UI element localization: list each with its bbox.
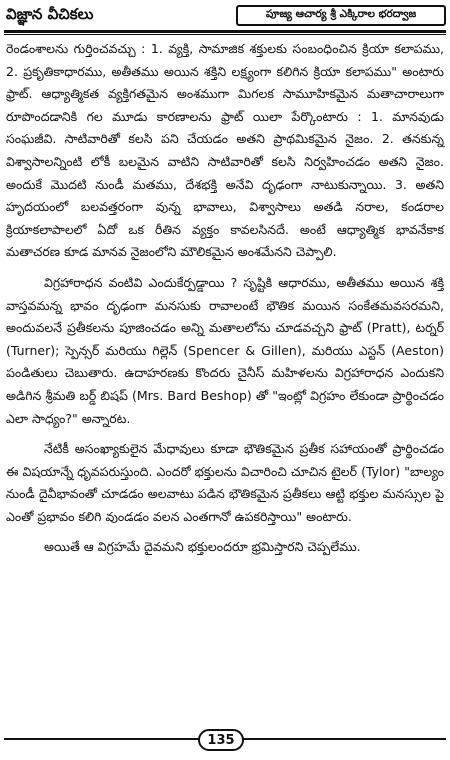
page-number: 135: [198, 729, 244, 751]
body-text: [6, 38, 444, 567]
paragraph-2: విగ్రహారాధన వంటివి ఎందుకేర్పడ్డాయి ? సృష్టికి ఆధారము, అతీతము అయిన శక్తి వాస్తవమన్న భావం దృఢంగా మనసుకు రావాలంటే భౌతిక మయిన సంకేతమవసరమని, అందువలనే ప్రతీకలను పూజించడం అన్ని మతాలలోను చూడవచ్చని ఫ్రాట్ (Pratt), టర్నర్ (Turner); స్పెన్సర్ మరియు గిల్లెన్ (Spencer & Gillen), మరియు ఎస్టన్ (Aeston) పండితులు చెబుతారు. ఉదాహరణకు కొందరు చైనీస్ మహిళలను విగ్రహారాధన ఎందుకని అడిగిన శ్రీమతి బర్డ్ బిషప్ (Mrs. Bard Beshop) తో "ఇంట్లో విగ్రహం లేకుండా ప్రార్థించడం ఎలా సాధ్యం?" అన్నారట.: [6, 274, 444, 426]
header-rule-thick: [4, 30, 446, 33]
header-rule-thin: [4, 34, 446, 35]
paragraph-3: నేటికీ అసంఖ్యాకులైన మేధావులు కూడా భౌతికమైన ప్రతీక సహాయంతో ప్రార్థించడం ఈ విషయాన్నే ధృవపరుస్తుంది. ఎందరో భక్తులను విచారించి చూచిన టైలర్ (Tylor) "బాల్యం నుండీ దైవీభావంతో చూడడం అలవాటు పడిన భౌతికమైన ప్రతీకలు ఆట్టి భక్తుల మనస్సుల పై ఎంతో ప్రభావం కలిగి వుండడం వలన ఎంతగానో ఉపకరిస్తాయి" అంటారు.: [6, 441, 444, 524]
paragraph-1: రెండంశాలను గుర్తించవచ్చు : 1. వ్యక్తి, సామాజిక శక్తులకు సంబంధించిన క్రియా కలాపము, 2. ప్రకృతికాధారము, అతీతము అయిన శక్తిని లక్ష్యంగా కలిగిన క్రియా కలాపము" అంటారు ఫ్రాట్. ఆధ్యాత్మికత వ్యక్తిగతమైన అంశముగా మిగలక సామూహికమైన మతాచారాలుగా రూపొందడానికి గల మూడు కారణాలను ఫ్రాట్ యిలా పేర్కొంటారు : 1. మానవుడు సంఘజీవి. సాటివారితో కలసి పని చేయడం అతని ప్రాథమికమైన నైజం. 2. తనకున్న విశ్వాసాలన్నింటి లోకీ బలమైన వాటిని సాటివారితో కలసి నిర్వహించడం అతని నైజం. అందుకే మొదటి నుండీ మతము, దేశభక్తి అనేవి దృఢంగా నాటుకున్నాయి. 3. అతని హృదయంలో బలవత్తరంగా వున్న భావాలు, విశ్వాసాలు అతడి నరాల, కండరాల క్రియాకలాపాలలో ఏదో ఒక రీతిన వ్యక్తం కావలసినదే. అంటే ఆధ్యాత్మిక భావనేకాక మతాచరణ కూడ మానవ నైజంలోని మౌలికమైన అంశమేనని చెప్పాలి.: [6, 41, 444, 260]
author-name-box: పూజ్య ఆచార్య శ్రీ ఎక్కిరాల భరద్వాజ: [236, 5, 446, 26]
book-title: విజ్ఞాన వీచికలు: [6, 4, 94, 23]
paragraph-4: అయితే ఆ విగ్రహమే దైవమని భక్తులందరూ భ్రమిస్తారని చెప్పలేము.: [44, 539, 361, 555]
page-header: [4, 3, 446, 28]
